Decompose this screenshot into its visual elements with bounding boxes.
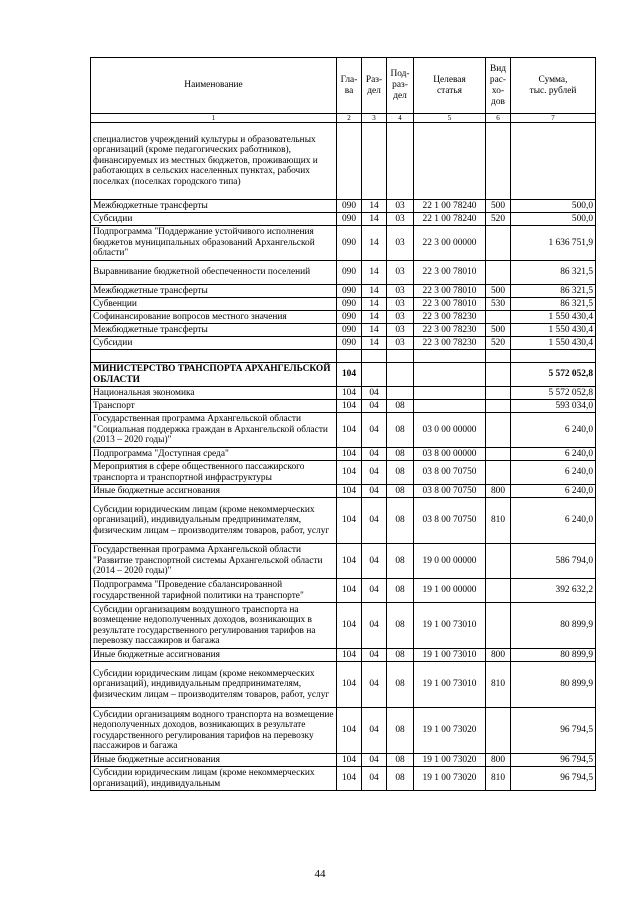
cell-target bbox=[414, 387, 486, 400]
table-row bbox=[91, 387, 596, 400]
cell-expense-type: 530 bbox=[486, 298, 511, 311]
cell-amount: 6 240,0 bbox=[511, 413, 596, 448]
cell-target: 03 8 00 70750 bbox=[414, 485, 486, 498]
cell-section: 14 bbox=[362, 213, 387, 226]
table-row bbox=[91, 400, 596, 413]
cell-section: 04 bbox=[362, 387, 387, 400]
cell-subsection: 08 bbox=[387, 400, 414, 413]
table-row bbox=[91, 461, 596, 485]
cell-subsection: 03 bbox=[387, 226, 414, 261]
header-chapter: Гла- ва bbox=[337, 58, 362, 114]
cell-section bbox=[362, 350, 387, 363]
cell-amount: 80 899,9 bbox=[511, 649, 596, 662]
cell-chapter: 090 bbox=[337, 311, 362, 324]
table-header-row bbox=[91, 58, 596, 114]
cell-chapter: 104 bbox=[337, 603, 362, 649]
cell-name: Выравнивание бюджетной обеспеченности поселений bbox=[91, 261, 337, 285]
cell-subsection: 08 bbox=[387, 579, 414, 603]
cell-expense-type bbox=[486, 400, 511, 413]
cell-section: 14 bbox=[362, 337, 387, 350]
cell-name: Мероприятия в сфере общественного пассажирского транспорта и транспортной инфраструктуры bbox=[91, 461, 337, 485]
cell-amount: 86 321,5 bbox=[511, 298, 596, 311]
header-target: Целевая статья bbox=[414, 58, 486, 114]
cell-name: Иные бюджетные ассигнования bbox=[91, 485, 337, 498]
cell-chapter: 104 bbox=[337, 363, 362, 387]
cell-amount: 96 794,5 bbox=[511, 754, 596, 767]
cell-subsection: 03 bbox=[387, 213, 414, 226]
cell-target: 22 3 00 78230 bbox=[414, 337, 486, 350]
cell-target: 22 3 00 78230 bbox=[414, 324, 486, 337]
page-number: 44 bbox=[314, 868, 326, 880]
cell-subsection: 08 bbox=[387, 413, 414, 448]
table-row bbox=[91, 363, 596, 387]
cell-name: Межбюджетные трансферты bbox=[91, 324, 337, 337]
cell-target: 22 3 00 78010 bbox=[414, 285, 486, 298]
cell-subsection: 08 bbox=[387, 448, 414, 461]
cell-name: Иные бюджетные ассигнования bbox=[91, 649, 337, 662]
cell-expense-type bbox=[486, 413, 511, 448]
cell-target: 19 1 00 73010 bbox=[414, 649, 486, 662]
cell-expense-type bbox=[486, 123, 511, 200]
table-row bbox=[91, 226, 596, 261]
cell-subsection: 03 bbox=[387, 311, 414, 324]
cell-amount: 1 550 430,4 bbox=[511, 311, 596, 324]
cell-target: 22 3 00 00000 bbox=[414, 226, 486, 261]
cell-amount: 593 034,0 bbox=[511, 400, 596, 413]
cell-target: 22 1 00 78240 bbox=[414, 213, 486, 226]
cell-name: Межбюджетные трансферты bbox=[91, 285, 337, 298]
budget-table bbox=[90, 57, 596, 791]
cell-chapter: 090 bbox=[337, 285, 362, 298]
cell-chapter: 104 bbox=[337, 662, 362, 708]
cell-expense-type bbox=[486, 461, 511, 485]
cell-section: 14 bbox=[362, 324, 387, 337]
cell-amount: 6 240,0 bbox=[511, 498, 596, 544]
cell-section: 14 bbox=[362, 261, 387, 285]
cell-subsection: 08 bbox=[387, 708, 414, 754]
table-row bbox=[91, 200, 596, 213]
cell-chapter: 104 bbox=[337, 579, 362, 603]
cell-amount: 96 794,5 bbox=[511, 708, 596, 754]
cell-target: 22 3 00 78010 bbox=[414, 261, 486, 285]
header-subsection: Под- раз- дел bbox=[387, 58, 414, 114]
cell-expense-type: 520 bbox=[486, 213, 511, 226]
cell-expense-type: 810 bbox=[486, 498, 511, 544]
table-row bbox=[91, 603, 596, 649]
cell-expense-type: 500 bbox=[486, 285, 511, 298]
column-number: 3 bbox=[362, 114, 387, 123]
cell-name: Субсидии организациям воздушного транспорта на возмещение недополученных доходов, возникающих в результате государственного регулирования тарифов на перевозку пассажиров и багажа bbox=[91, 603, 337, 649]
cell-chapter bbox=[337, 123, 362, 200]
cell-name: Межбюджетные трансферты bbox=[91, 200, 337, 213]
cell-section: 04 bbox=[362, 603, 387, 649]
cell-section bbox=[362, 123, 387, 200]
column-number: 6 bbox=[486, 114, 511, 123]
cell-target bbox=[414, 363, 486, 387]
table-row bbox=[91, 324, 596, 337]
cell-amount bbox=[511, 123, 596, 200]
table-row bbox=[91, 754, 596, 767]
cell-section: 04 bbox=[362, 485, 387, 498]
cell-chapter: 104 bbox=[337, 767, 362, 791]
cell-subsection: 03 bbox=[387, 298, 414, 311]
cell-section: 04 bbox=[362, 498, 387, 544]
budget-document-page bbox=[90, 57, 595, 791]
table-row bbox=[91, 767, 596, 791]
cell-amount: 1 550 430,4 bbox=[511, 337, 596, 350]
cell-subsection: 03 bbox=[387, 261, 414, 285]
cell-target: 19 1 00 00000 bbox=[414, 579, 486, 603]
cell-chapter: 104 bbox=[337, 387, 362, 400]
cell-chapter: 104 bbox=[337, 400, 362, 413]
cell-amount bbox=[511, 350, 596, 363]
table-spacer-row bbox=[91, 350, 596, 363]
cell-section: 14 bbox=[362, 298, 387, 311]
cell-chapter: 104 bbox=[337, 708, 362, 754]
cell-name: Субсидии bbox=[91, 213, 337, 226]
cell-name bbox=[91, 350, 337, 363]
cell-name: Субсидии bbox=[91, 337, 337, 350]
cell-name: Софинансирование вопросов местного значения bbox=[91, 311, 337, 324]
cell-chapter: 104 bbox=[337, 649, 362, 662]
cell-amount: 96 794,5 bbox=[511, 767, 596, 791]
cell-target: 19 1 00 73010 bbox=[414, 603, 486, 649]
cell-chapter bbox=[337, 350, 362, 363]
cell-target: 19 1 00 73010 bbox=[414, 662, 486, 708]
cell-expense-type: 800 bbox=[486, 649, 511, 662]
header-section: Раз- дел bbox=[362, 58, 387, 114]
column-number: 7 bbox=[511, 114, 596, 123]
cell-amount: 6 240,0 bbox=[511, 485, 596, 498]
cell-expense-type bbox=[486, 603, 511, 649]
cell-chapter: 090 bbox=[337, 226, 362, 261]
cell-name: Субсидии юридическим лицам (кроме некоммерческих организаций), индивидуальным bbox=[91, 767, 337, 791]
table-row bbox=[91, 579, 596, 603]
cell-expense-type bbox=[486, 311, 511, 324]
table-row bbox=[91, 708, 596, 754]
cell-chapter: 104 bbox=[337, 498, 362, 544]
cell-target: 03 8 00 70750 bbox=[414, 461, 486, 485]
column-number: 4 bbox=[387, 114, 414, 123]
cell-section: 04 bbox=[362, 754, 387, 767]
cell-expense-type: 800 bbox=[486, 754, 511, 767]
cell-subsection bbox=[387, 363, 414, 387]
cell-subsection: 03 bbox=[387, 324, 414, 337]
cell-target: 22 1 00 78240 bbox=[414, 200, 486, 213]
cell-section: 04 bbox=[362, 461, 387, 485]
column-number-row bbox=[91, 114, 596, 123]
table-row bbox=[91, 413, 596, 448]
cell-amount: 392 632,2 bbox=[511, 579, 596, 603]
cell-expense-type: 810 bbox=[486, 767, 511, 791]
cell-amount: 586 794,0 bbox=[511, 544, 596, 579]
table-row bbox=[91, 485, 596, 498]
cell-expense-type bbox=[486, 226, 511, 261]
cell-subsection: 08 bbox=[387, 603, 414, 649]
cell-chapter: 104 bbox=[337, 544, 362, 579]
cell-target bbox=[414, 123, 486, 200]
cell-expense-type: 520 bbox=[486, 337, 511, 350]
cell-chapter: 090 bbox=[337, 298, 362, 311]
table-row bbox=[91, 311, 596, 324]
cell-name: Субвенции bbox=[91, 298, 337, 311]
cell-name: Субсидии юридическим лицам (кроме некоммерческих организаций), индивидуальным предпринимателям, физическим лицам – производителям товаров, работ, услуг bbox=[91, 498, 337, 544]
cell-subsection: 08 bbox=[387, 485, 414, 498]
cell-target: 03 8 00 00000 bbox=[414, 448, 486, 461]
cell-name: Национальная экономика bbox=[91, 387, 337, 400]
cell-name: Подпрограмма "Доступная среда" bbox=[91, 448, 337, 461]
cell-section bbox=[362, 363, 387, 387]
cell-chapter: 090 bbox=[337, 337, 362, 350]
cell-subsection: 08 bbox=[387, 754, 414, 767]
table-row bbox=[91, 662, 596, 708]
column-number: 5 bbox=[414, 114, 486, 123]
header-expense-type: Вид рас- хо- дов bbox=[486, 58, 511, 114]
cell-chapter: 090 bbox=[337, 213, 362, 226]
table-row bbox=[91, 448, 596, 461]
cell-subsection: 03 bbox=[387, 200, 414, 213]
cell-expense-type: 500 bbox=[486, 324, 511, 337]
cell-chapter: 090 bbox=[337, 324, 362, 337]
cell-name: Государственная программа Архангельской области "Социальная поддержка граждан в Архангельской области (2013 – 2020 годы)" bbox=[91, 413, 337, 448]
cell-amount: 1 550 430,4 bbox=[511, 324, 596, 337]
cell-target bbox=[414, 350, 486, 363]
cell-section: 14 bbox=[362, 311, 387, 324]
cell-expense-type bbox=[486, 544, 511, 579]
header-amount: Сумма, тыс. рублей bbox=[511, 58, 596, 114]
table-row bbox=[91, 285, 596, 298]
cell-amount: 5 572 052,8 bbox=[511, 363, 596, 387]
cell-section: 04 bbox=[362, 579, 387, 603]
header-name: Наименование bbox=[91, 58, 337, 114]
cell-expense-type bbox=[486, 448, 511, 461]
cell-chapter: 104 bbox=[337, 485, 362, 498]
table-row bbox=[91, 544, 596, 579]
cell-chapter: 104 bbox=[337, 754, 362, 767]
cell-name: Подпрограмма "Проведение сбалансированной государственной тарифной политики на транспорте" bbox=[91, 579, 337, 603]
cell-chapter: 104 bbox=[337, 448, 362, 461]
cell-target: 22 3 00 78010 bbox=[414, 298, 486, 311]
cell-expense-type: 810 bbox=[486, 662, 511, 708]
cell-chapter: 104 bbox=[337, 413, 362, 448]
table-row bbox=[91, 213, 596, 226]
cell-subsection: 03 bbox=[387, 285, 414, 298]
cell-subsection bbox=[387, 387, 414, 400]
cell-expense-type bbox=[486, 708, 511, 754]
column-number: 2 bbox=[337, 114, 362, 123]
cell-section: 04 bbox=[362, 662, 387, 708]
cell-expense-type bbox=[486, 579, 511, 603]
table-row bbox=[91, 649, 596, 662]
table-row bbox=[91, 498, 596, 544]
table-row bbox=[91, 298, 596, 311]
cell-chapter: 104 bbox=[337, 461, 362, 485]
cell-chapter: 090 bbox=[337, 200, 362, 213]
cell-section: 04 bbox=[362, 413, 387, 448]
table-row bbox=[91, 123, 596, 200]
table-row bbox=[91, 261, 596, 285]
cell-expense-type bbox=[486, 350, 511, 363]
cell-amount: 80 899,9 bbox=[511, 662, 596, 708]
cell-target: 03 0 00 00000 bbox=[414, 413, 486, 448]
cell-section: 14 bbox=[362, 200, 387, 213]
cell-subsection: 08 bbox=[387, 544, 414, 579]
cell-section: 14 bbox=[362, 226, 387, 261]
cell-subsection: 08 bbox=[387, 767, 414, 791]
table-body bbox=[91, 123, 596, 791]
cell-amount: 6 240,0 bbox=[511, 461, 596, 485]
cell-subsection bbox=[387, 123, 414, 200]
cell-amount: 86 321,5 bbox=[511, 261, 596, 285]
cell-expense-type bbox=[486, 261, 511, 285]
cell-target: 19 0 00 00000 bbox=[414, 544, 486, 579]
cell-name: МИНИСТЕРСТВО ТРАНСПОРТА АРХАНГЕЛЬСКОЙ ОБЛАСТИ bbox=[91, 363, 337, 387]
cell-expense-type bbox=[486, 387, 511, 400]
cell-chapter: 090 bbox=[337, 261, 362, 285]
cell-name: Иные бюджетные ассигнования bbox=[91, 754, 337, 767]
cell-section: 14 bbox=[362, 285, 387, 298]
cell-name: Субсидии организациям водного транспорта на возмещение недополученных доходов, возникающих в результате государственного регулирования тарифов на перевозку пассажиров и багажа bbox=[91, 708, 337, 754]
cell-name: Государственная программа Архангельской области "Развитие транспортной системы Архангельской области (2014 – 2020 годы)" bbox=[91, 544, 337, 579]
cell-amount: 500,0 bbox=[511, 200, 596, 213]
cell-target: 19 1 00 73020 bbox=[414, 754, 486, 767]
cell-amount: 500,0 bbox=[511, 213, 596, 226]
cell-name: Транспорт bbox=[91, 400, 337, 413]
cell-target: 19 1 00 73020 bbox=[414, 767, 486, 791]
cell-section: 04 bbox=[362, 649, 387, 662]
cell-amount: 6 240,0 bbox=[511, 448, 596, 461]
cell-subsection: 08 bbox=[387, 498, 414, 544]
cell-target: 03 8 00 70750 bbox=[414, 498, 486, 544]
cell-section: 04 bbox=[362, 708, 387, 754]
cell-name: специалистов учреждений культуры и образовательных организаций (кроме педагогических работников), финансируемых из местных бюджетов, проживающих и работающих в сельских населенных пунктах, рабочих поселках (поселках городского типа) bbox=[91, 123, 337, 200]
cell-target bbox=[414, 400, 486, 413]
cell-section: 04 bbox=[362, 448, 387, 461]
cell-subsection: 08 bbox=[387, 649, 414, 662]
cell-name: Подпрограмма "Поддержание устойчивого исполнения бюджетов муниципальных образований Архангельской области" bbox=[91, 226, 337, 261]
cell-subsection: 08 bbox=[387, 662, 414, 708]
cell-subsection: 03 bbox=[387, 337, 414, 350]
cell-amount: 1 636 751,9 bbox=[511, 226, 596, 261]
cell-section: 04 bbox=[362, 544, 387, 579]
cell-name: Субсидии юридическим лицам (кроме некоммерческих организаций), индивидуальным предпринимателям, физическим лицам – производителям товаров, работ, услуг bbox=[91, 662, 337, 708]
cell-subsection bbox=[387, 350, 414, 363]
column-number: 1 bbox=[91, 114, 337, 123]
cell-subsection: 08 bbox=[387, 461, 414, 485]
cell-amount: 86 321,5 bbox=[511, 285, 596, 298]
cell-section: 04 bbox=[362, 400, 387, 413]
cell-amount: 5 572 052,8 bbox=[511, 387, 596, 400]
cell-expense-type: 500 bbox=[486, 200, 511, 213]
table-row bbox=[91, 337, 596, 350]
cell-target: 19 1 00 73020 bbox=[414, 708, 486, 754]
cell-section: 04 bbox=[362, 767, 387, 791]
cell-expense-type: 800 bbox=[486, 485, 511, 498]
cell-expense-type bbox=[486, 363, 511, 387]
cell-amount: 80 899,9 bbox=[511, 603, 596, 649]
cell-target: 22 3 00 78230 bbox=[414, 311, 486, 324]
